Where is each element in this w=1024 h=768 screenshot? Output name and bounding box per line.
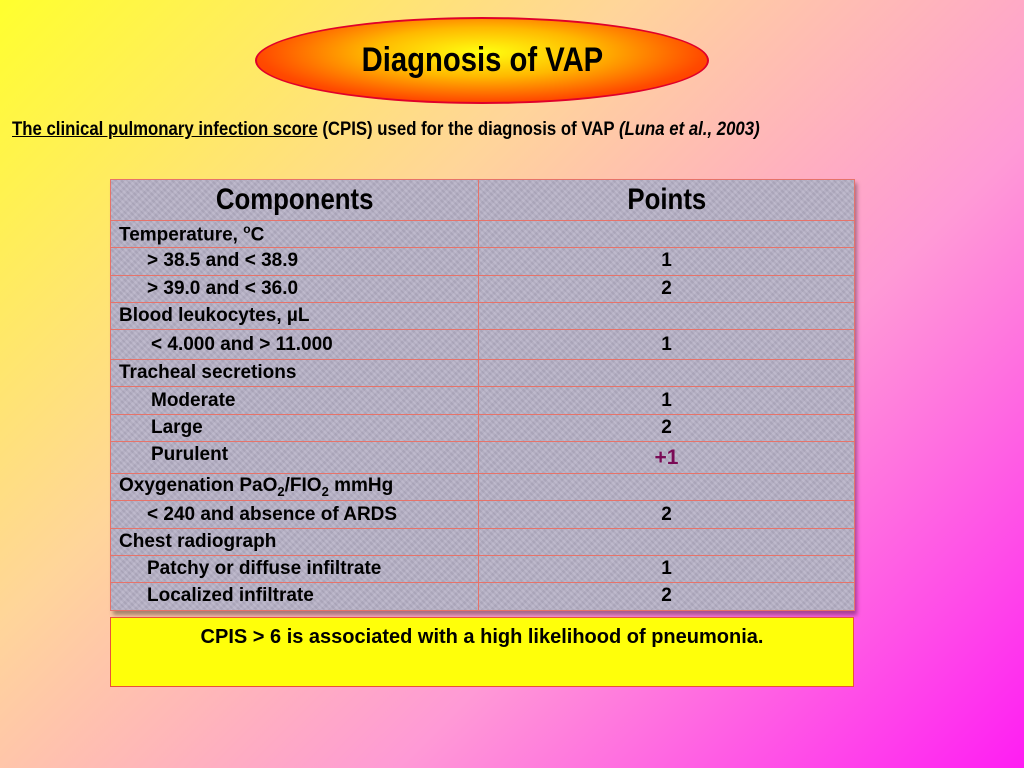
slide-title: Diagnosis of VAP bbox=[361, 41, 603, 79]
table-row bbox=[111, 275, 855, 302]
row-component: Tracheal secretions bbox=[111, 360, 479, 387]
table-row bbox=[111, 583, 855, 610]
row-component: Oxygenation $PaO_2/FIO_2$ mmHg bbox=[111, 474, 479, 501]
row-points: 2 bbox=[479, 275, 855, 302]
table-header-row bbox=[111, 180, 855, 221]
row-points: 1 bbox=[479, 555, 855, 582]
row-points bbox=[479, 360, 855, 387]
subtitle-citation: (Luna et al., 2003) bbox=[618, 118, 760, 140]
row-points bbox=[479, 221, 855, 248]
table-row bbox=[111, 474, 855, 501]
row-component: > 39.0 and < 36.0 bbox=[111, 275, 479, 302]
row-component: Patchy or diffuse infiltrate bbox=[111, 555, 479, 582]
row-points: 2 bbox=[479, 414, 855, 441]
row-points bbox=[479, 302, 855, 329]
cpis-table bbox=[110, 179, 855, 611]
row-points bbox=[479, 474, 855, 501]
table-row bbox=[111, 387, 855, 414]
row-points-highlight: +1 bbox=[479, 442, 855, 474]
row-points bbox=[479, 528, 855, 555]
conclusion-note: CPIS > 6 is associated with a high likelihood of pneumonia. bbox=[110, 617, 854, 687]
header-points: Points bbox=[479, 180, 855, 221]
row-component: Localized infiltrate bbox=[111, 583, 479, 610]
table-row bbox=[111, 248, 855, 275]
row-points: 2 bbox=[479, 501, 855, 528]
row-component: Moderate bbox=[111, 387, 479, 414]
table-row bbox=[111, 501, 855, 528]
row-component: Chest radiograph bbox=[111, 528, 479, 555]
row-component: Purulent bbox=[111, 442, 479, 474]
header-components: Components bbox=[111, 180, 479, 221]
row-points: 1 bbox=[479, 248, 855, 275]
row-points: 1 bbox=[479, 330, 855, 360]
title-banner bbox=[255, 17, 709, 104]
row-component: Blood leukocytes, µL bbox=[111, 302, 479, 329]
subtitle-description: (CPIS) used for the diagnosis of VAP bbox=[317, 118, 619, 140]
table-row bbox=[111, 528, 855, 555]
table-row bbox=[111, 221, 855, 248]
row-points: 2 bbox=[479, 583, 855, 610]
cpis-table-container bbox=[110, 179, 854, 611]
row-component: < 4.000 and > 11.000 bbox=[111, 330, 479, 360]
row-component: < 240 and absence of ARDS bbox=[111, 501, 479, 528]
row-component: Large bbox=[111, 414, 479, 441]
table-row bbox=[111, 302, 855, 329]
slide-subtitle bbox=[12, 118, 872, 141]
table-row bbox=[111, 555, 855, 582]
table-row bbox=[111, 414, 855, 441]
row-component: Temperature, $^o$C bbox=[111, 221, 479, 248]
table-row bbox=[111, 330, 855, 360]
row-component: > 38.5 and < 38.9 bbox=[111, 248, 479, 275]
subtitle-score-name: The clinical pulmonary infection score bbox=[12, 118, 318, 140]
table-row bbox=[111, 360, 855, 387]
row-points: 1 bbox=[479, 387, 855, 414]
table-row bbox=[111, 442, 855, 474]
